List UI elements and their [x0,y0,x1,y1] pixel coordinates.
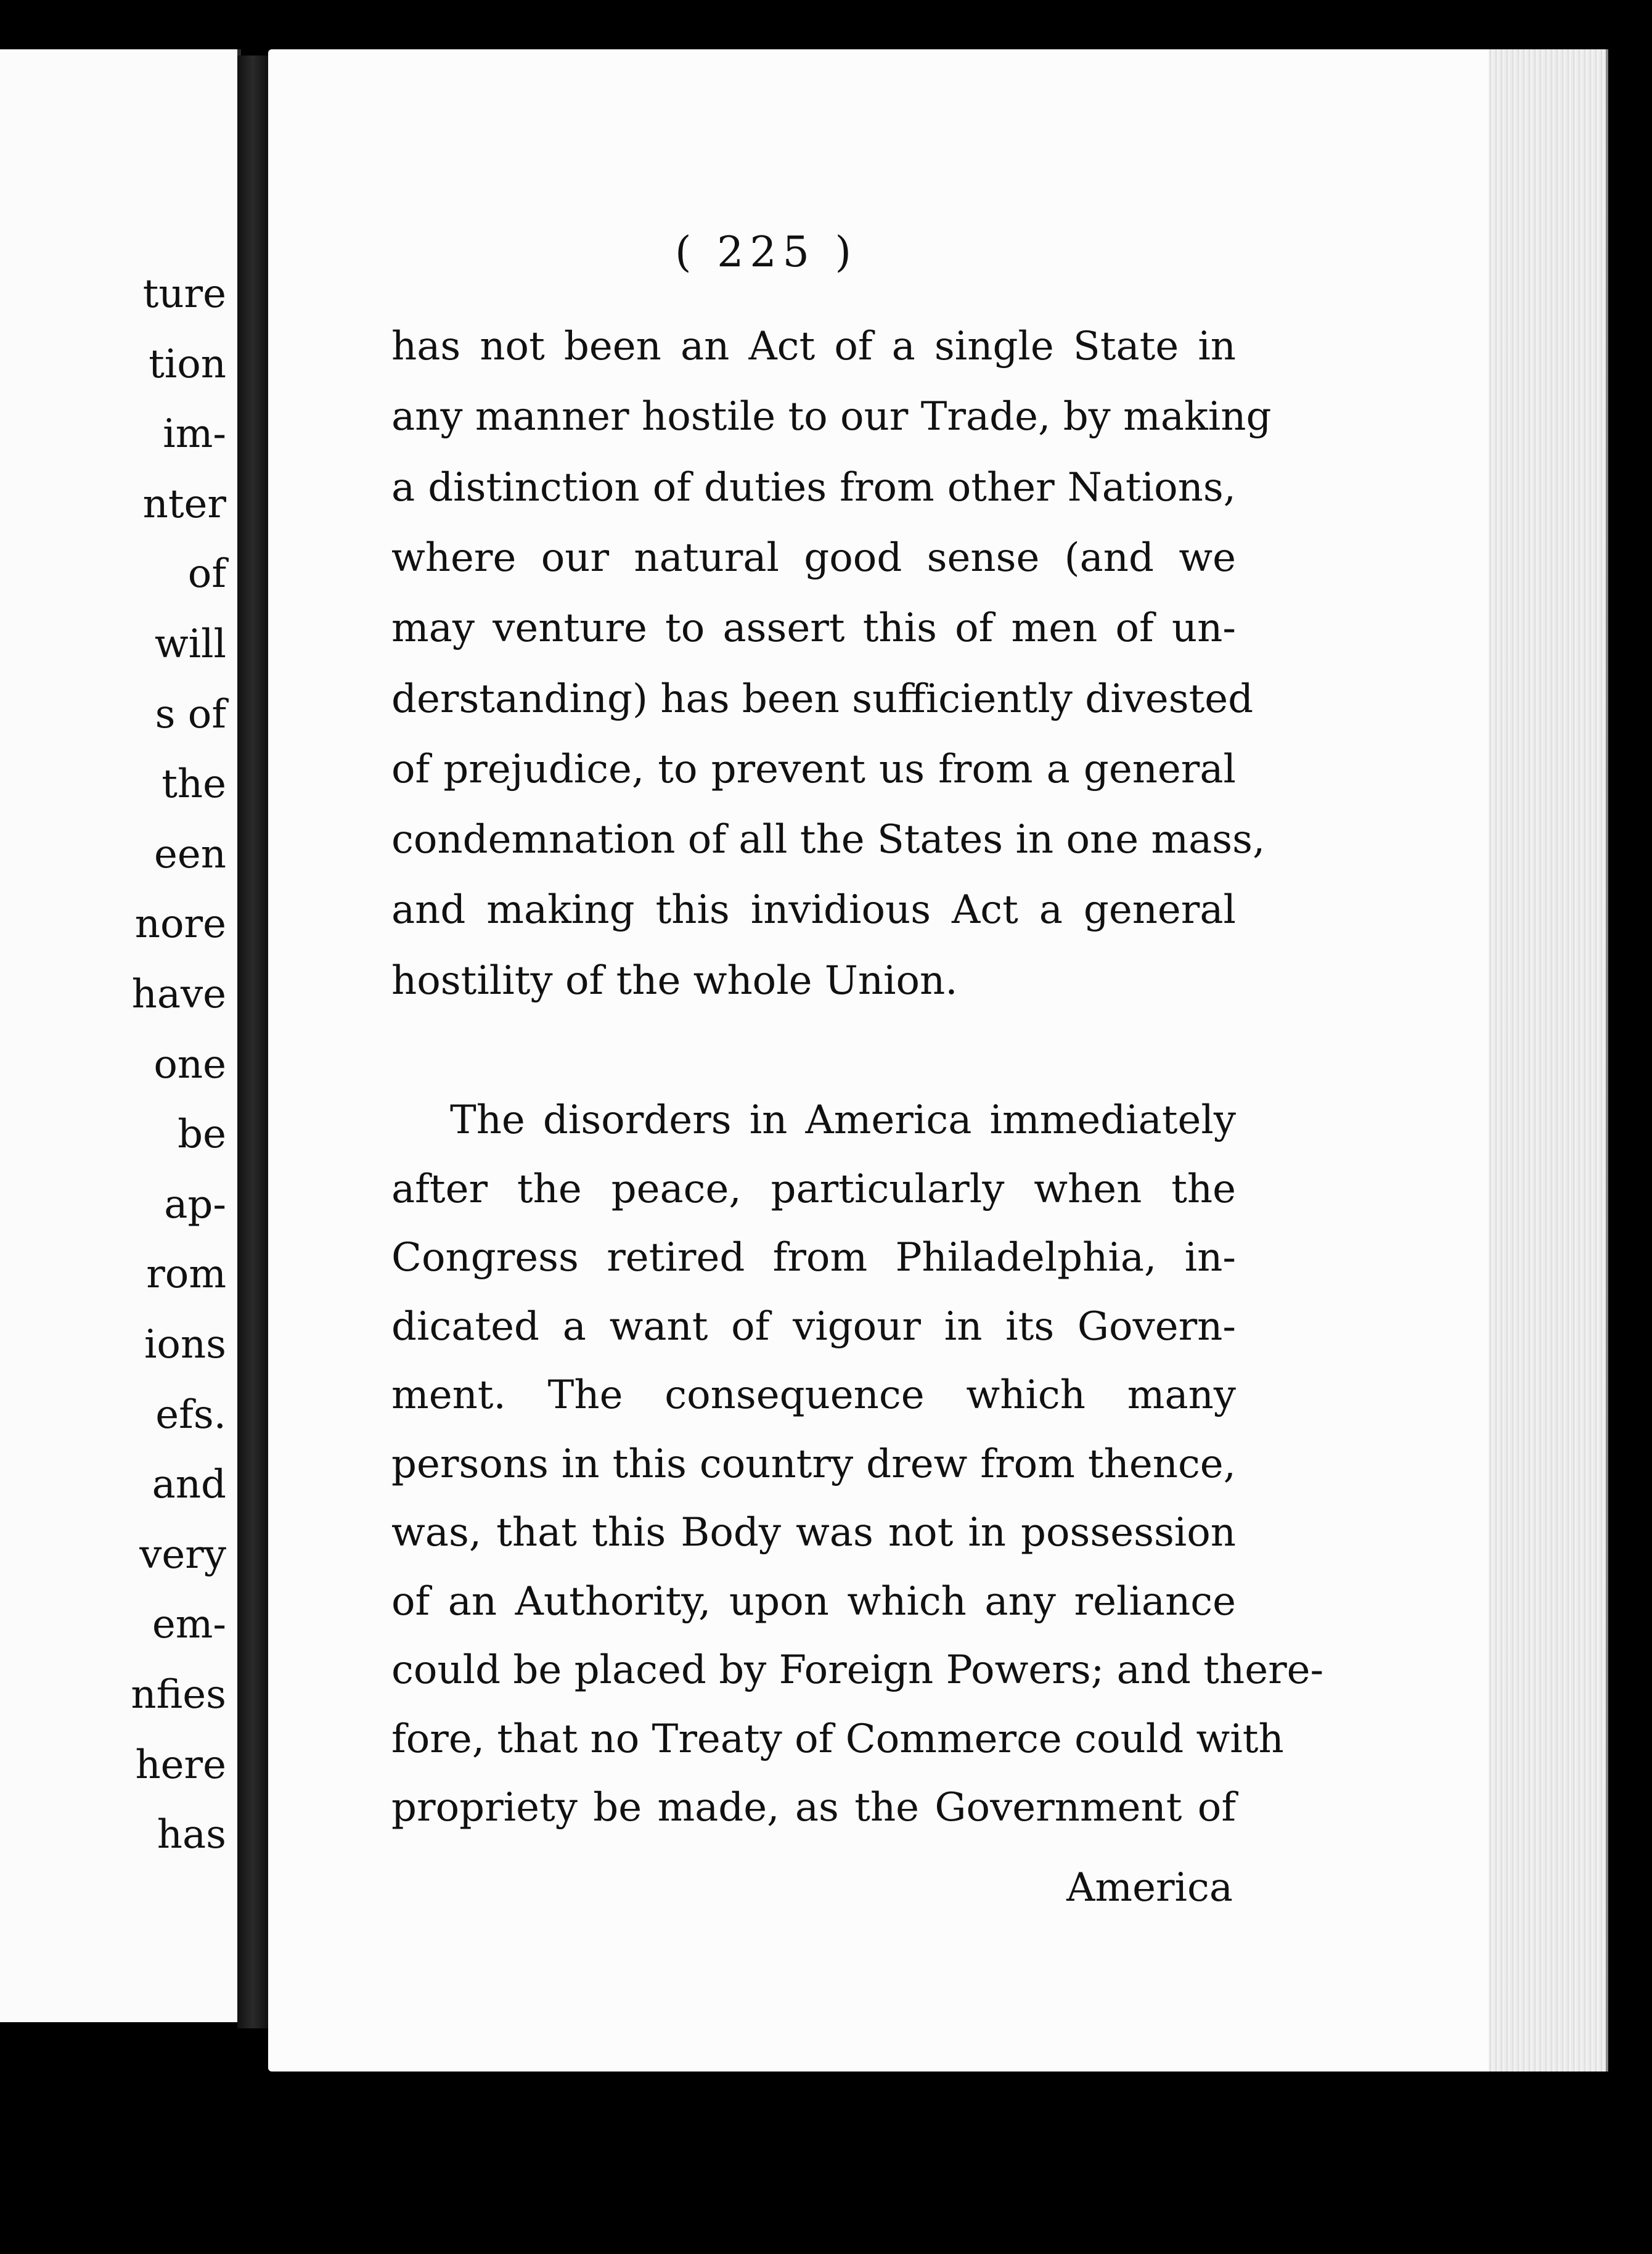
text-line: any manner hostile to our Trade, by making [391,394,1272,440]
left-page-line-fragment: here [135,1742,226,1788]
book-gutter [237,55,268,2028]
left-page-line-fragment: ap- [164,1181,226,1227]
text-line: was, that this Body was not in possession [391,1510,1236,1555]
left-page-line-fragment: em- [152,1602,226,1648]
left-page-line-fragment: the [162,761,226,808]
text-line: The disorders in America immediately [450,1097,1236,1143]
left-page-line-fragment: very [139,1531,226,1578]
text-line: could be placed by Foreign Powers; and there- [391,1647,1324,1693]
text-line: condemnation of all the States in one mass, [391,817,1266,863]
left-page [0,49,241,2022]
left-page-line-fragment: one [153,1041,226,1088]
left-page-line-fragment: im- [163,411,226,457]
left-page-line-fragment: rom [146,1252,226,1298]
left-page-line-fragment: tion [149,341,226,387]
text-line: of prejudice, to prevent us from a general [391,746,1236,792]
left-page-line-fragment: nfies [131,1672,226,1718]
left-page-line-fragment: will [154,621,226,667]
left-page-line-fragment: s of [155,691,226,737]
left-page-line-fragment: ions [144,1322,226,1367]
text-line: after the peace, particularly when the [391,1166,1236,1212]
left-page-line-fragment: efs. [155,1391,226,1438]
left-page-line-fragment: be [178,1112,226,1158]
text-line: a distinction of duties from other Nations, [391,464,1236,510]
left-page-line-fragment: nore [134,901,226,948]
text-line: ment. The consequence which many [391,1372,1236,1418]
text-line: hostility of the whole Union. [391,957,958,1004]
catchword: America [1066,1865,1233,1911]
left-page-line-fragment: ture [142,271,226,317]
text-line: and making this invidious Act a general [391,887,1236,933]
left-page-line-fragment: een [154,831,226,877]
page-edges [1489,49,1608,2072]
text-line: persons in this country drew from thence, [391,1441,1236,1487]
left-page-line-fragment: of [187,551,226,597]
left-page-line-fragment: and [152,1462,226,1508]
text-line: dicated a want of vigour in its Govern- [391,1303,1236,1350]
text-line: of an Authority, upon which any reliance [391,1578,1236,1625]
text-line: has not been an Act of a single State in [391,324,1236,369]
text-line: fore, that no Treaty of Commerce could with [391,1716,1284,1762]
text-line: derstanding) has been sufficiently divested [391,676,1254,722]
text-line: propriety be made, as the Government of [391,1785,1236,1830]
text-line: Congress retired from Philadelphia, in- [391,1235,1236,1281]
text-line: may venture to assert this of men of un- [391,605,1236,652]
left-page-line-fragment: have [131,972,226,1017]
text-line: where our natural good sense (and we [391,535,1236,581]
left-page-line-fragment: has [157,1812,226,1858]
page-number: ( 225 ) [675,228,858,277]
left-page-line-fragment: nter [142,481,226,527]
